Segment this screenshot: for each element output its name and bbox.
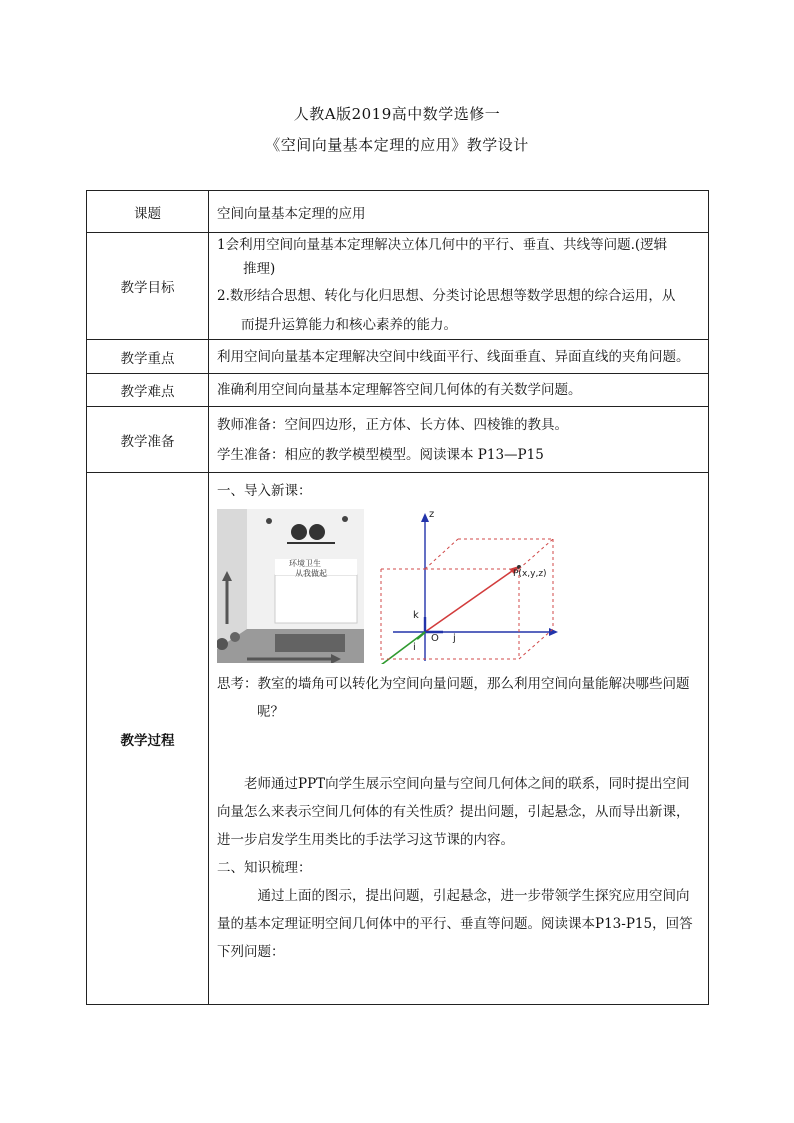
label-difficulty: 教学难点 [87,374,209,407]
key-text: 利用空间向量基本定理解决空间中线面平行、线面垂直、异面直线的夹角问题。 [217,348,690,365]
label-i: i [413,642,416,653]
y-axis-arrow [549,628,558,636]
value-goals [209,233,709,340]
knowledge-heading: 二、知识梳理： [217,860,312,876]
box-edges [381,539,553,659]
goal-1-line-b: 推理) [243,261,276,277]
row-topic [87,191,709,233]
coordinate-axes-svg [373,509,558,664]
intro-heading: 一、导入新课： [217,483,312,499]
knowledge-paragraph: 通过上面的图示，提出问题，引起悬念，进一步带领学生探究应用空间向量的基本定理证明空间几何体中的平行、垂直等问题。阅读课本P13-P15，回答下列问题： [217,888,693,960]
label-k: k [413,610,419,621]
label-key: 教学重点 [87,340,209,374]
label-o: O [431,633,439,644]
goal-1-line-a: 1会利用空间向量基本定理解决立体几何中的平行、垂直、共线等问题.(逻辑 [217,237,668,253]
think-line-a: 思考：教室的墙角可以转化为空间向量问题，那么利用空间向量能解决哪些问题 [217,676,690,692]
value-prep [209,407,709,473]
row-key [87,340,709,374]
unit-vector-i [417,632,425,639]
label-process: 教学过程 [87,473,209,1005]
label-prep: 教学准备 [87,407,209,473]
row-prep [87,407,709,473]
prep-teacher: 教师准备：空间四边形，正方体、长方体、四棱锥的教具。 [217,416,568,433]
value-key [209,340,709,374]
row-goals [87,233,709,340]
z-axis-arrow [421,513,429,522]
difficulty-text: 准确利用空间向量基本定理解答空间几何体的有关数学问题。 [217,382,582,398]
doc-title-line1: 人教A版2019高中数学选修一 [293,105,501,123]
classroom-corner-illustration [217,509,364,663]
label-topic: 课题 [87,191,209,233]
label-z: z [429,509,435,520]
prep-student: 学生准备：相应的教学模型模型。阅读课本 P13—P15 [217,446,544,463]
teacher-paragraph: 老师通过PPT向学生展示空间向量与空间几何体之间的联系，同时提出空间向量怎么来表示空间几何体的有关性质？提出问题，引起悬念，从而导出新课，进一步启发学生用类比的手法学习这节课的内容。 [217,776,690,848]
wall-sign-line2: 从我做起 [295,569,327,578]
goal-2-line-b: 而提升运算能力和核心素养的能力。 [241,317,457,333]
wall-sign-line1: 环境卫生 [289,559,321,568]
value-difficulty [209,374,709,407]
label-goals: 教学目标 [87,233,209,340]
coordinate-system-diagram [373,509,558,664]
row-difficulty [87,374,709,407]
vector-op [425,569,515,632]
intro-images [217,509,702,664]
row-process [87,473,709,1005]
value-topic: 空间向量基本定理的应用 [209,191,709,233]
goal-2-line-a: 2.数形结合思想、转化与化归思想、分类讨论思想等数学思想的综合运用，从 [217,288,676,304]
label-j: j [453,633,456,644]
label-p: P(x,y,z) [513,569,547,579]
doc-title-line2: 《空间向量基本定理的应用》教学设计 [265,136,529,154]
lesson-plan-table [86,190,709,1005]
think-line-b: 呢？ [257,704,284,720]
classroom-corner-photo [217,509,364,663]
value-process [209,473,709,1005]
